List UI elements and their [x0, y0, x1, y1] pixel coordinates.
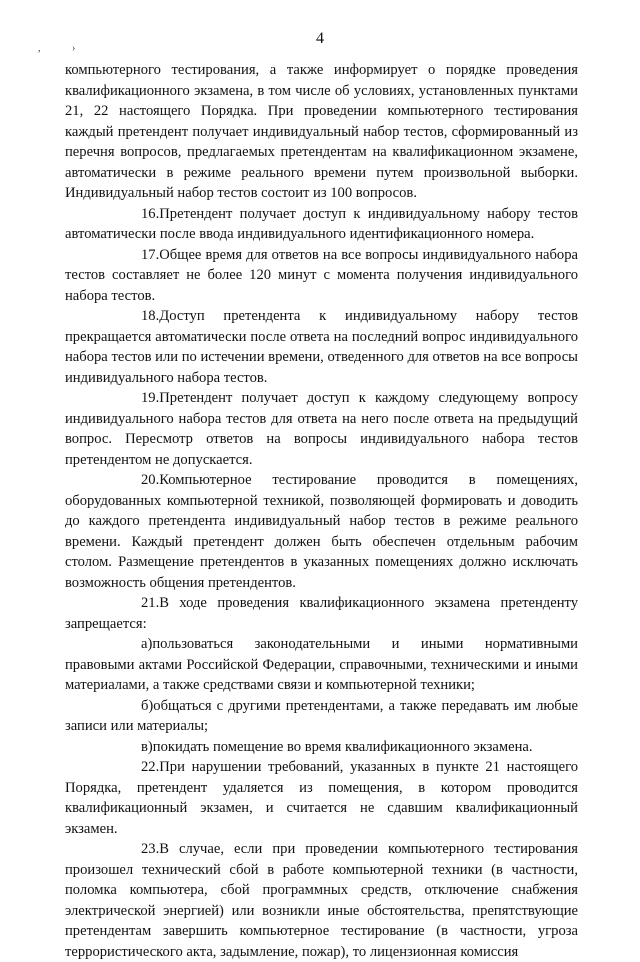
paragraph-continuation — [65, 60, 578, 204]
paragraph-text: В случае, если при проведении компьютерного тестирования произошел технический сбой в работе компьютерной техники (в частности, поломка компьютера, сбой программных средств, отключение снабжения электрической энергией) или возникли иные обстоятельства, препятствующие претендентам завершить компьютерное тестирование (в частности, угроза террористического акта, задымление, пожар), то лицензионная комиссия — [65, 841, 578, 960]
scan-mark: , — [38, 43, 41, 54]
subparagraph-b — [65, 696, 578, 737]
paragraph-text: Доступ претендента к индивидуальному набору тестов прекращается автоматически после ответа на последний вопрос индивидуального набора тестов или по истечении времени, отведенного для ответов на все вопросы индивидуального набора тестов. — [65, 308, 578, 386]
paragraph-text: пользоваться законодательными и иными нормативными правовыми актами Российской Федерации, справочными, техническими и иными материалами, а также средствами связи и компьютерной техники; — [65, 636, 578, 693]
paragraph-number: 20. — [141, 472, 160, 488]
paragraph-19 — [65, 388, 578, 470]
document-body — [65, 60, 578, 962]
paragraph-22 — [65, 757, 578, 839]
paragraph-text: В ходе проведения квалификационного экзамена претенденту запрещается: — [65, 595, 578, 632]
paragraph-number: 21. — [141, 595, 160, 611]
paragraph-number: 22. — [141, 759, 160, 775]
subparagraph-a — [65, 634, 578, 696]
subparagraph-letter: а) — [141, 636, 153, 652]
paragraph-number: 16. — [141, 205, 160, 222]
paragraph-text: Компьютерное тестирование проводится в помещениях, оборудованных компьютерной техникой, позволяющей формировать и доводить до каждого претендента индивидуальный набор тестов в режиме реального времени. Каждый претендент должен быть обеспечен отдельным рабочим столом. Размещение претендентов в указанных помещениях должно исключать возможность общения претендентов. — [65, 472, 578, 591]
subparagraph-v — [65, 737, 578, 758]
paragraph-20 — [65, 470, 578, 593]
subparagraph-letter: в) — [141, 738, 153, 755]
subparagraph-letter: б) — [141, 697, 154, 714]
paragraph-17 — [65, 245, 578, 307]
paragraph-number: 19. — [141, 390, 160, 406]
paragraph-number: 23. — [141, 841, 160, 857]
paragraph-text: общаться с другими претендентами, а также передавать им любые записи или материалы; — [65, 697, 578, 734]
paragraph-23 — [65, 839, 578, 962]
scan-mark: › — [72, 43, 76, 54]
paragraph-text: покидать помещение во время квалификационного экзамена. — [152, 738, 533, 755]
paragraph-text: компьютерного тестирования, а также информирует о порядке проведения квалификационного экзамена, в том числе об условиях, установленных пунктами 21, 22 настоящего Порядка. При проведении компьютерного тестирования каждый претендент получает индивидуальный набор тестов, сформированный из перечня вопросов, предлагаемых претендентам на квалификационном экзамене, автоматически в режиме реального времени путем произвольной выборки. Индивидуальный набор тестов состоит из 100 вопросов. — [65, 62, 578, 201]
paragraph-text: Претендент получает доступ к индивидуальному набору тестов автоматически после ввода индивидуального идентификационного номера. — [65, 205, 578, 242]
paragraph-21 — [65, 593, 578, 634]
paragraph-text: При нарушении требований, указанных в пункте 21 настоящего Порядка, претендент удаляется из помещения, в котором проводится квалификационный экзамен, и считается не сдавшим квалификационный экзамен. — [65, 759, 578, 837]
page-number: 4 — [316, 30, 324, 47]
paragraph-text: Претендент получает доступ к каждому следующему вопросу индивидуального набора тестов для ответа на него после ответа на предыдущий вопрос. Пересмотр ответов на вопросы индивидуального набора тестов претендентом не допускается. — [65, 390, 578, 468]
paragraph-text: Общее время для ответов на все вопросы индивидуального набора тестов составляет не более 120 минут с момента получения индивидуального набора тестов. — [65, 246, 578, 304]
paragraph-18 — [65, 306, 578, 388]
paragraph-16 — [65, 204, 578, 245]
paragraph-number: 17. — [141, 246, 160, 263]
paragraph-number: 18. — [141, 308, 160, 324]
